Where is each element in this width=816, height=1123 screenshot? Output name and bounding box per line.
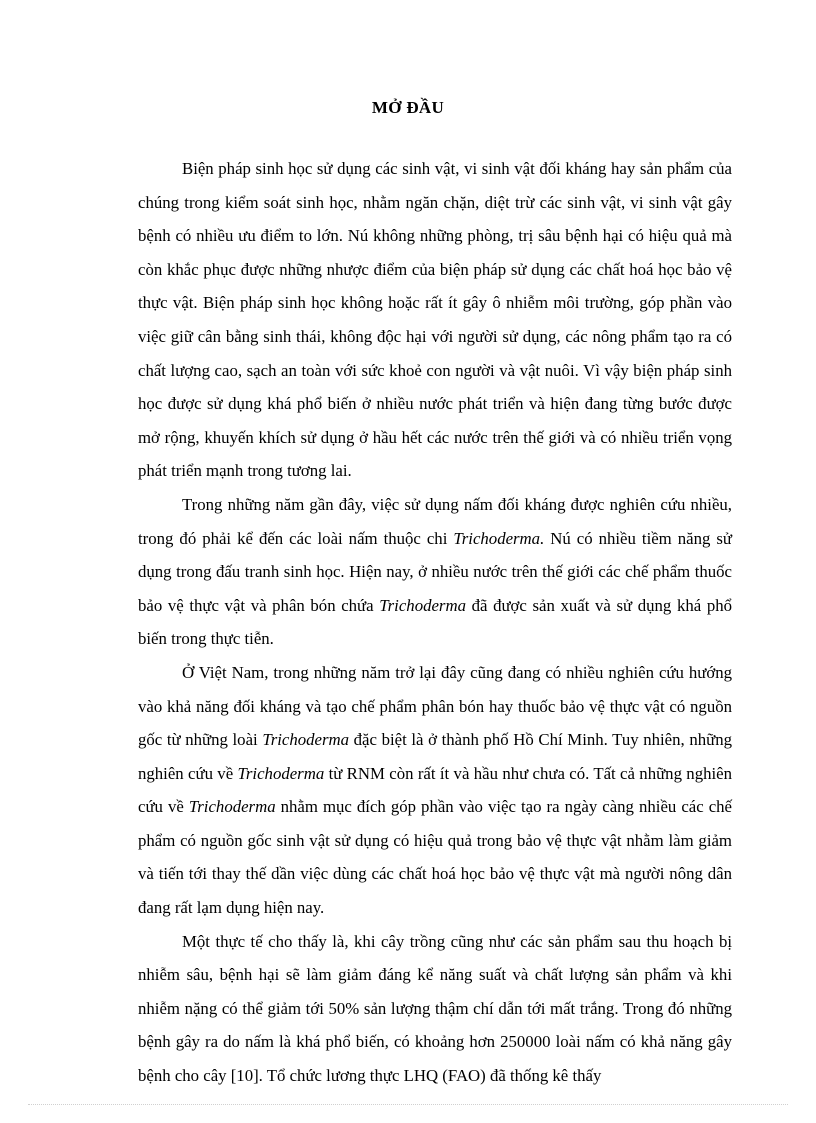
paragraph-2-segment-5: đã được sản xuất và sử dụng khá phổ biến trong thực tiễn. [138, 595, 732, 649]
paragraph-2-segment-1: Trong những năm gần đây, việc sử dụng nấm đối kháng được nghiên cứu nhiều, trong đó phải kể đến các loài nấm thuộc chi [138, 494, 732, 548]
paragraph-3-segment-7: nhằm mục đích góp phần vào việc tạo ra ngày càng nhiều các chế phẩm có nguồn gốc sinh vật sử dụng có hiệu quả trong bảo vệ thực vật nhằm làm giảm và tiến tới thay thế dần việc dùng các chất hoá học bảo vệ thực vật mà người nông dân đang rất lạm dụng hiện nay. [138, 797, 732, 918]
species-name-trichoderma: Trichoderma [237, 763, 325, 783]
paragraph-2 [138, 488, 732, 656]
species-name-trichoderma: Trichoderma. [453, 528, 545, 548]
species-name-trichoderma: Trichoderma [188, 797, 276, 817]
page-bottom-divider [28, 1104, 788, 1105]
species-name-trichoderma: Trichoderma [262, 730, 350, 750]
paragraph-3 [138, 656, 732, 925]
species-name-trichoderma: Trichoderma [379, 595, 466, 615]
paragraph-1 [138, 152, 732, 488]
paragraph-3-segment-3: đặc biệt là ở thành phố Hồ Chí Minh. Tuy nhiên, những nghiên cứu về [138, 730, 732, 783]
body-text [138, 152, 732, 1093]
paragraph-4-segment-1: Một thực tế cho thấy là, khi cây trồng cũng như các sản phẩm sau thu hoạch bị nhiễm sâu, bệnh hại sẽ làm giảm đáng kể năng suất và chất lượng sản phẩm và khi nhiễm nặng có thể giảm tới 50% sản lượng thậm chí dẫn tới mất trắng. Trong đó những bệnh gây ra do nấm là khá phổ biến, có khoảng hơn 250000 loài nấm có khả năng gây bệnh cho cây [10]. Tổ chức lương thực LHQ (FAO) đã thống kê thấy [138, 931, 732, 1086]
paragraph-1-segment-1: Biện pháp sinh học sử dụng các sinh vật, vi sinh vật đối kháng hay sản phẩm của chúng trong kiểm soát sinh học, nhằm ngăn chặn, diệt trừ các sinh vật, vi sinh vật gây bệnh có nhiều ưu điểm to lớn. Nú không những phòng, trị sâu bệnh hại có hiệu quả mà còn khắc phục được những nhược điểm của biện pháp sử dụng các chất hoá học bảo vệ thực vật. Biện pháp sinh học không hoặc rất ít gây ô nhiễm môi trường, góp phần vào việc giữ cân bằng sinh thái, không độc hại với người sử dụng, các nông phẩm tạo ra có chất lượng cao, sạch an toàn với sức khoẻ con người và vật nuôi. Vì vậy biện pháp sinh học được sử dụng khá phổ biến ở nhiều nước phát triển và hiện đang từng bước được mở rộng, khuyến khích sử dụng ở hầu hết các nước trên thế giới và có nhiều triển vọng phát triển mạnh trong tương lai. [138, 159, 732, 481]
paragraph-3-segment-5: từ RNM còn rất ít và hầu như chưa có. Tất cả những nghiên cứu về [138, 763, 732, 817]
page-title: MỞ ĐẦU [371, 98, 445, 117]
paragraph-3-segment-1: Ở Việt Nam, trong những năm trở lại đây cũng đang có nhiều nghiên cứu hướng vào khả năng đối kháng và tạo chế phẩm phân bón hay thuốc bảo vệ thực vật có nguồn gốc từ những loài [138, 662, 732, 750]
paragraph-4 [138, 925, 732, 1093]
paragraph-2-segment-3: Nú có nhiều tiềm năng sử dụng trong đấu tranh sinh học. Hiện nay, ở nhiều nước trên thế giới các chế phẩm thuốc bảo vệ thực vật và phân bón chứa [138, 528, 732, 615]
